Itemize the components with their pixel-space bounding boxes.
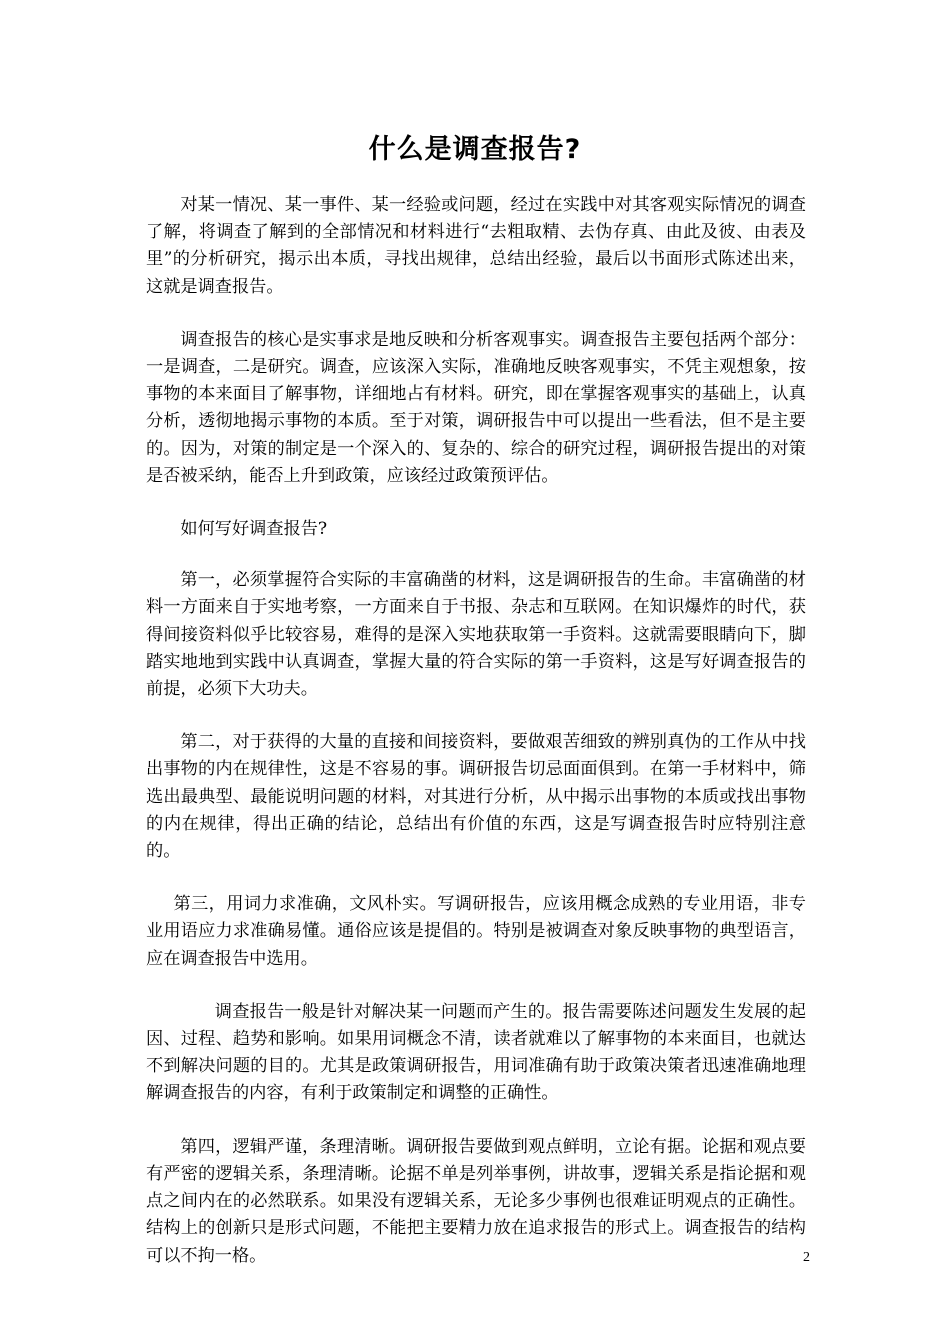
paragraph-third-point: 第三，用词力求准确，文风朴实。写调研报告，应该用概念成熟的专业用语，非专业用语应力求准确易懂。通俗应该是提倡的。特别是被调查对象反映事物的典型语言，应在调查报告中选用。 [146, 894, 806, 969]
paragraph-core: 调查报告的核心是实事求是地反映和分析客观事实。调查报告主要包括两个部分：一是调查，二是研究。调查，应该深入实际，准确地反映客观事实，不凭主观想象，按事物的本来面目了解事物，详细地占有材料。研究，即在掌握客观事实的基础上，认真分析，透彻地揭示事物的本质。至于对策，调研报告中可以提出一些看法，但不是主要的。因为，对策的制定是一个深入的、复杂的、综合的研究过程，调研报告提出的对策是否被采纳，能否上升到政策，应该经过政策预评估。 [146, 329, 806, 486]
paragraph-problem-context: 调查报告一般是针对解决某一问题而产生的。报告需要陈述问题发生发展的起因、过程、趋势和影响。如果用词概念不清，读者就难以了解事物的本来面目，也就达不到解决问题的目的。尤其是政策调研报告，用词准确有助于政策决策者迅速准确地理解调查报告的内容，有利于政策制定和调整的正确性。 [146, 1001, 806, 1104]
paragraph-how-to-heading: 如何写好调查报告? [180, 519, 328, 540]
paragraph-second-point: 第二，对于获得的大量的直接和间接资料，要做艰苦细致的辨别真伪的工作从中找出事物的内在规律性，这是不容易的事。调研报告切忌面面俱到。在第一手材料中，筛选出最典型、最能说明问题的材料，对其进行分析，从中揭示出事物的本质或找出事物的内在规律，得出正确的结论，总结出有价值的东西，这是写调查报告时应特别注意的。 [146, 732, 806, 862]
paragraph-definition: 对某一情况、某一事件、某一经验或问题，经过在实践中对其客观实际情况的调查了解，将调查了解到的全部情况和材料进行“去粗取精、去伪存真、由此及彼、由表及里”的分析研究，揭示出本质，寻找出规律，总结出经验，最后以书面形式陈述出来，这就是调查报告。 [146, 195, 806, 297]
page-title: 什么是调查报告? [368, 134, 582, 165]
page-number: 2 [803, 1250, 810, 1265]
document-body [146, 192, 806, 1270]
paragraph-fourth-point: 第四，逻辑严谨，条理清晰。调研报告要做到观点鲜明，立论有据。论据和观点要有严密的逻辑关系，条理清晰。论据不单是列举事例，讲故事，逻辑关系是指论据和观点之间内在的必然联系。如果没有逻辑关系，无论多少事例也很难证明观点的正确性。结构上的创新只是形式问题，不能把主要精力放在追求报告的形式上。调查报告的结构可以不拘一格。 [146, 1136, 806, 1266]
paragraph-first-point: 第一，必须掌握符合实际的丰富确凿的材料，这是调研报告的生命。丰富确凿的材料一方面来自于实地考察，一方面来自于书报、杂志和互联网。在知识爆炸的时代，获得间接资料似乎比较容易，难得的是深入实地获取第一手资料。这就需要眼睛向下，脚踏实地地到实践中认真调查，掌握大量的符合实际的第一手资料，这是写好调查报告的前提，必须下大功夫。 [146, 570, 806, 700]
